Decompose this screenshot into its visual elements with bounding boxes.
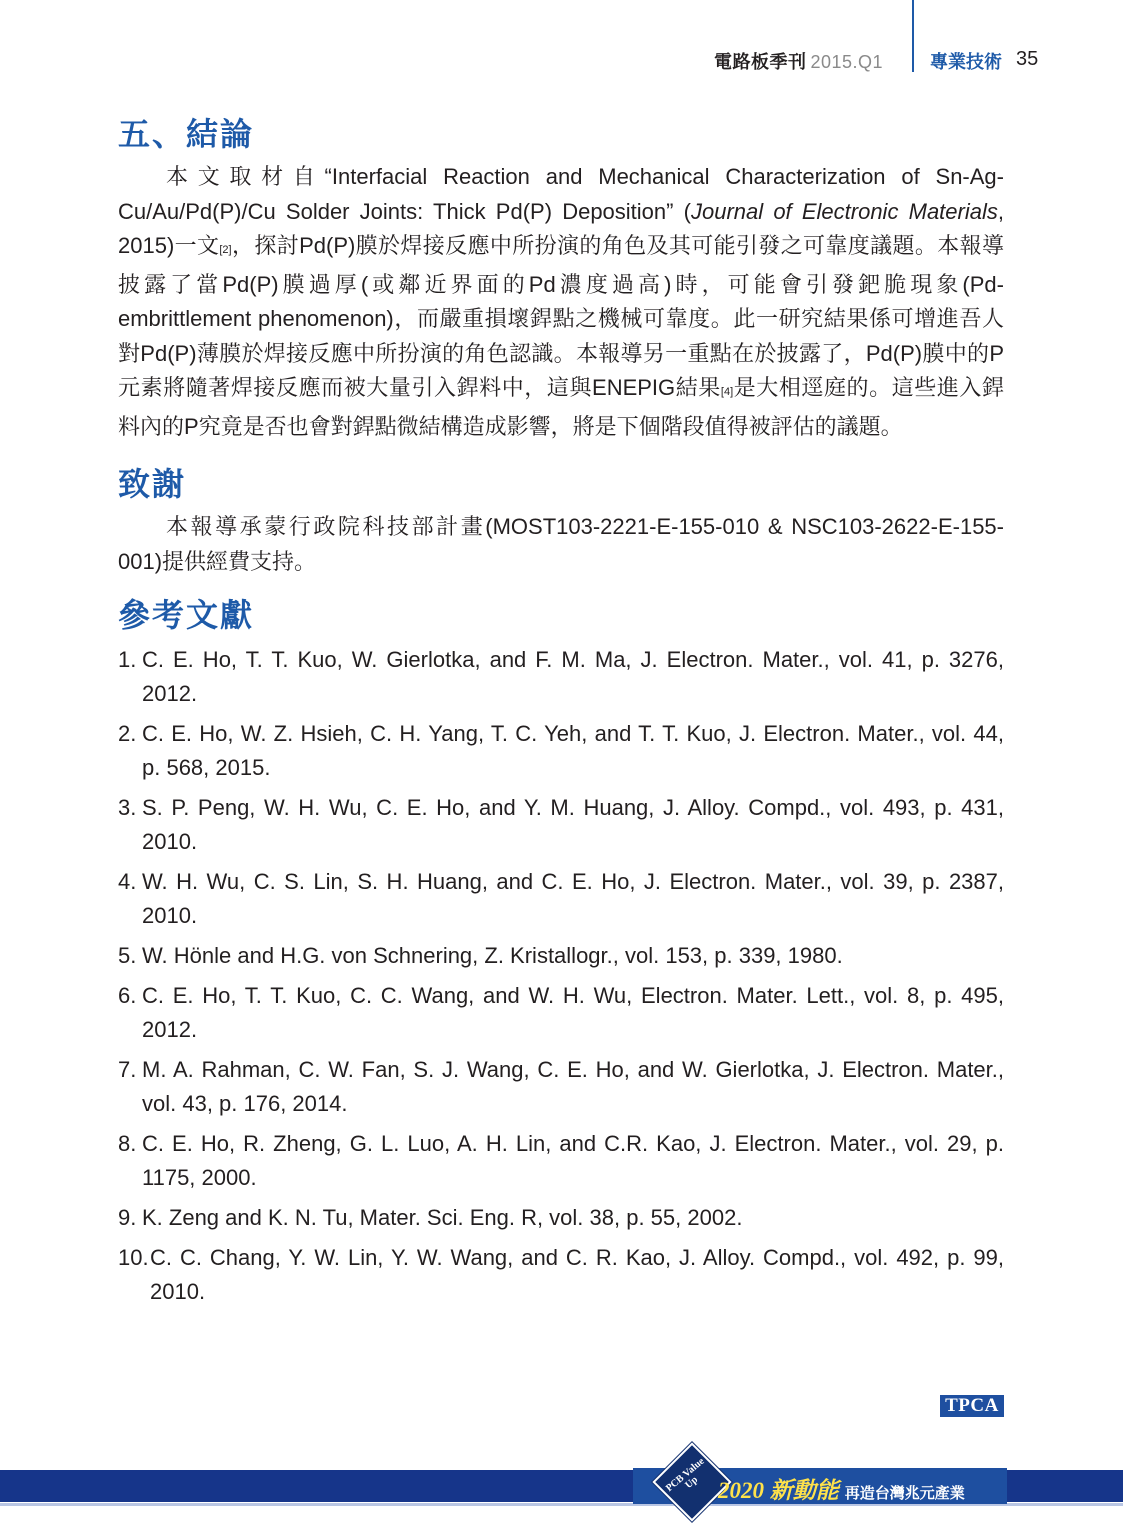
issue-label: 2015.Q1 <box>810 52 884 72</box>
reference-number: 5. <box>118 943 137 968</box>
reference-item <box>118 1201 1004 1235</box>
reference-text: S. P. Peng, W. H. Wu, C. E. Ho, and Y. M. Huang, J. Alloy. Compd., vol. 493, p. 431, 2010. <box>142 795 1004 854</box>
reference-text: W. Hönle and H.G. von Schnering, Z. Kristallogr., vol. 153, p. 339, 1980. <box>142 943 843 968</box>
reference-number: 3. <box>118 795 137 820</box>
section-label: 專業技術 <box>930 52 1002 72</box>
diamond-label: PCB Value Up <box>663 1455 707 1495</box>
reference-number: 4. <box>118 869 137 894</box>
reference-number: 1. <box>118 647 137 672</box>
conclusion-text-3: ，探討Pd(P)膜於焊接反應中所扮演的角色及其可能引發之可靠度議題。本報導披露了當Pd(P)膜過厚(或鄰近界面的Pd濃度過高)時，可能會引發鈀脆現象(Pd-embrittlement phenomenon)，而嚴重損壞銲點之機械可靠度。此一研究結果係可增進吾人對Pd(P)薄膜於焊接反應中所扮演的角色認識。本報導另一重點在於披露了，Pd(P)膜中的P元素將隨著焊接反應而被大量引入銲料中，這與ENEPIG結果 <box>118 233 1004 400</box>
reference-item <box>118 939 1004 973</box>
reference-item <box>118 717 1004 785</box>
slogan <box>718 1472 965 1502</box>
reference-number: 7. <box>118 1057 137 1082</box>
reference-item <box>118 1241 1004 1309</box>
reference-text: C. E. Ho, W. Z. Hsieh, C. H. Yang, T. C. Yeh, and T. T. Kuo, J. Electron. Mater., vol. 44, p. 568, 2015. <box>142 721 1004 780</box>
slogan-sub: 再造台灣兆元產業 <box>844 1485 965 1502</box>
reference-number: 6. <box>118 983 137 1008</box>
references-heading: 參考文獻 <box>118 597 255 633</box>
reference-item <box>118 865 1004 933</box>
reference-number: 10. <box>118 1245 149 1270</box>
reference-item <box>118 643 1004 711</box>
magazine-title <box>714 48 883 74</box>
acknowledgment-heading: 致謝 <box>118 466 187 502</box>
header-divider <box>912 0 914 72</box>
reference-number: 2. <box>118 721 137 746</box>
reference-text: C. E. Ho, T. T. Kuo, W. Gierlotka, and F. M. Ma, J. Electron. Mater., vol. 41, p. 3276, 2012. <box>142 647 1004 706</box>
reference-text: K. Zeng and K. N. Tu, Mater. Sci. Eng. R, vol. 38, p. 55, 2002. <box>142 1205 743 1230</box>
reference-item <box>118 1053 1004 1121</box>
reference-number: 9. <box>118 1205 137 1230</box>
reference-text: C. C. Chang, Y. W. Lin, Y. W. Wang, and C. R. Kao, J. Alloy. Compd., vol. 492, p. 99, 2010. <box>150 1245 1004 1304</box>
reference-text: C. E. Ho, R. Zheng, G. L. Luo, A. H. Lin, and C.R. Kao, J. Electron. Mater., vol. 29, p. 1175, 2000. <box>142 1131 1004 1190</box>
reference-item <box>118 1127 1004 1195</box>
conclusion-heading: 五、結論 <box>118 116 255 152</box>
conclusion-text-2: , 2015)一文 <box>118 198 1004 258</box>
reference-item <box>118 979 1004 1047</box>
reference-item <box>118 791 1004 859</box>
reference-number: 8. <box>118 1131 137 1156</box>
conclusion-paragraph <box>118 160 1004 444</box>
acknowledgment-paragraph: 本報導承蒙行政院科技部計畫(MOST103-2221-E-155-010 & NSC103-2622-E-155-001)提供經費支持。 <box>118 514 1004 574</box>
journal-name: Journal of Electronic Materials <box>690 198 998 224</box>
article-body <box>118 112 1004 1315</box>
conclusion-text-4: 是大相逕庭的。這些進入銲料內的P究竟是否也會對銲點微結構造成影響，將是下個階段值得被評估的議題。 <box>118 375 1004 439</box>
reference-text: M. A. Rahman, C. W. Fan, S. J. Wang, C. E. Ho, and W. Gierlotka, J. Electron. Mater., vol. 43, p. 176, 2014. <box>142 1057 1004 1116</box>
page-header <box>0 0 1123 80</box>
citation-ref: [4] <box>720 386 734 398</box>
slogan-main: 2020 新動能 <box>718 1478 839 1503</box>
reference-list <box>118 643 1004 1309</box>
conclusion-text-1: 本文取材自“Interfacial Reaction and Mechanical Characterization of Sn-Ag-Cu/Au/Pd(P)/Cu Solder Joints: Thick Pd(P) Deposition” ( <box>118 164 1004 224</box>
page-number: 35 <box>1016 48 1039 70</box>
magazine-name: 電路板季刊 <box>714 52 807 72</box>
reference-text: W. H. Wu, C. S. Lin, S. H. Huang, and C. E. Ho, J. Electron. Mater., vol. 39, p. 2387, 2010. <box>142 869 1004 928</box>
citation-ref: [2] <box>219 244 232 256</box>
tpca-logo: TPCA <box>940 1395 1004 1417</box>
reference-text: C. E. Ho, T. T. Kuo, C. C. Wang, and W. H. Wu, Electron. Mater. Lett., vol. 8, p. 495, 2012. <box>142 983 1004 1042</box>
